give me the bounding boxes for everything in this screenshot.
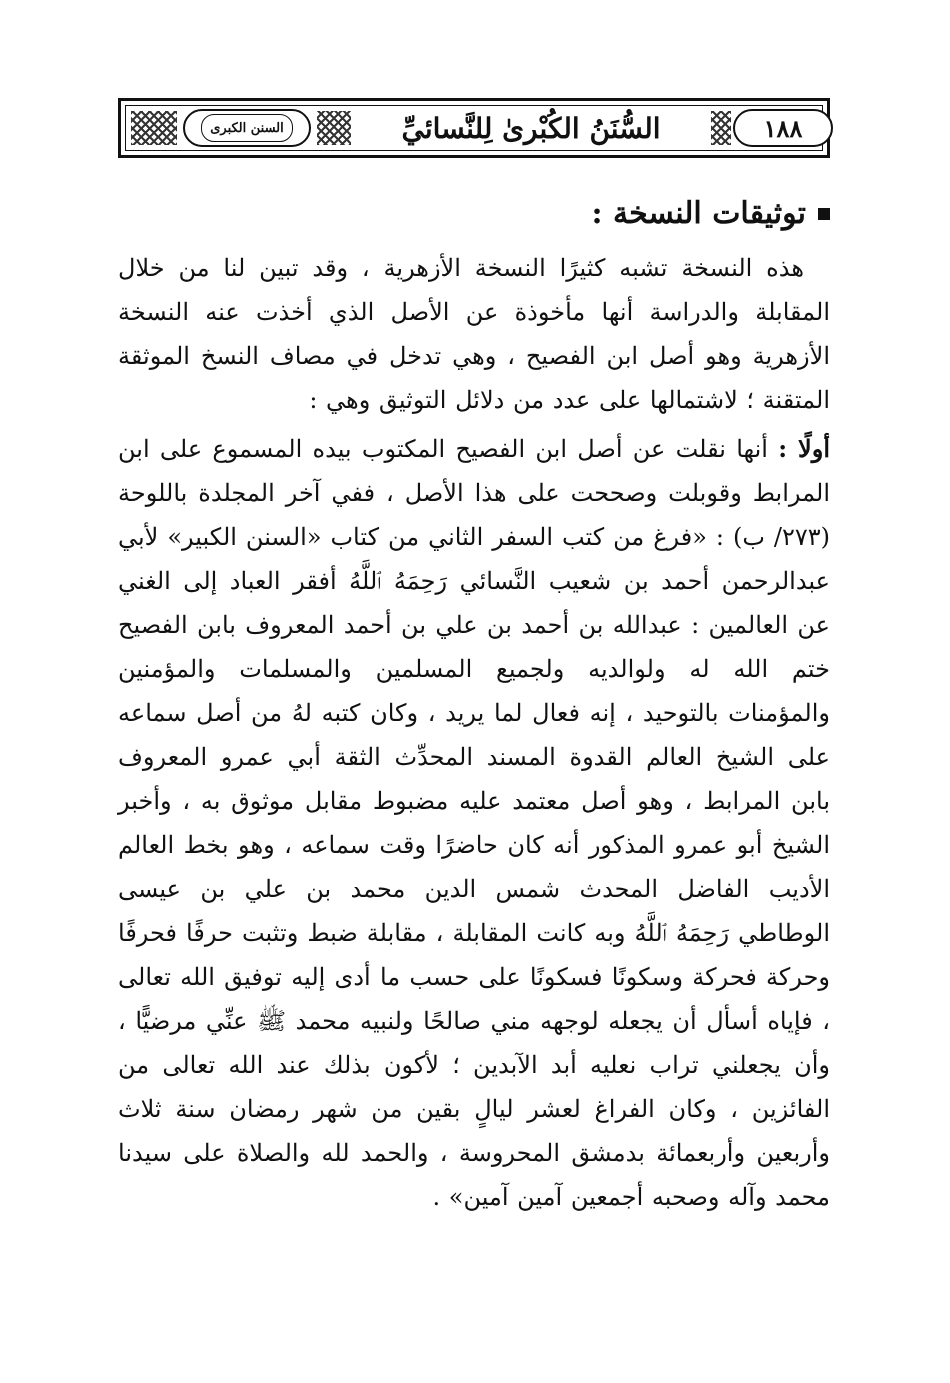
header-ornament-mid-right	[711, 111, 731, 145]
first-point-label: أولًا :	[778, 434, 830, 463]
header-ornament-mid-left	[317, 111, 351, 145]
section-heading	[118, 192, 830, 236]
header-emblem	[183, 109, 311, 147]
running-title: السُّنَنُ الكُبْرىٰ لِلنَّسائيِّ	[401, 111, 661, 145]
intro-paragraph: هذه النسخة تشبه كثيرًا النسخة الأزهرية ، وقد تبين لنا من خلال المقابلة والدراسة أنها مأخوذة عن الأصل الذي أخذت عنه النسخة الأزهرية وهو أصل ابن الفصيح ، وهي تدخل في مصاف النسخ الموثقة المتقنة ؛ لاشتمالها على عدد من دلائل التوثيق وهي :	[118, 254, 830, 414]
header-ornament-left	[131, 111, 177, 145]
emblem-text: السنن الكبرى	[201, 114, 293, 142]
first-point-text: أنها نقلت عن أصل ابن الفصيح المكتوب بيده المسموع على ابن المرابط وقوبلت وصححت على هذا الأصل ، ففي آخر المجلدة باللوحة (٢٧٣/ ب) : «فرغ من كتب السفر الثاني من كتاب «السنن الكبير» لأبي عبدالرحمن أحمد بن شعيب النَّسائي رَحِمَهُ ٱللَّهُ أفقر العباد إلى الغني عن العالمين : عبدالله بن أحمد بن علي بن أحمد المعروف بابن الفصيح ختم الله له ولوالديه ولجميع المسلمين والمسلمات والمؤمنين والمؤمنات بالتوحيد ، إنه فعال لما يريد ، وكان كتبه لهُ من أصل سماعه على الشيخ العالم القدوة المسند المحدِّث الثقة أبي عمرو المعروف بابن المرابط ، وهو أصل معتمد عليه مضبوط مقابل موثوق به ، وأخبر الشيخ أبو عمرو المذكور أنه كان حاضرًا وقت سماعه ، وهو بخط العالم الأديب الفاضل المحدث شمس الدين محمد بن علي بن عيسى الوطاطي رَحِمَهُ ٱللَّهُ وبه كانت المقابلة ، مقابلة ضبط وتثبت حرفًا فحرفًا وحركة فحركة وسكونًا فسكونًا على حسب ما أدى إليه توفيق الله تعالى ، فإياه أسأل أن يجعله لوجهه مني صالحًا ولنبيه محمد ﷺ عنِّي مرضيًّا ، وأن يجعلني تراب نعليه أبد الآبدين ؛ لأكون بذلك عند الله تعالى من الفائزين ، وكان الفراغ لعشر ليالٍ بقين من شهر رمضان سنة ثلاث وأربعين وأربعمائة بدمشق المحروسة ، والحمد لله والصلاة على سيدنا محمد وآله وصحبه أجمعين آمين آمين» .	[118, 435, 830, 1211]
section-heading-text: توثيقات النسخة :	[591, 196, 806, 231]
first-point-paragraph	[118, 427, 830, 1219]
square-bullet-icon	[818, 208, 830, 220]
running-header	[118, 98, 830, 158]
page-body	[118, 192, 830, 1224]
page-number: ١٨٨	[733, 109, 833, 147]
